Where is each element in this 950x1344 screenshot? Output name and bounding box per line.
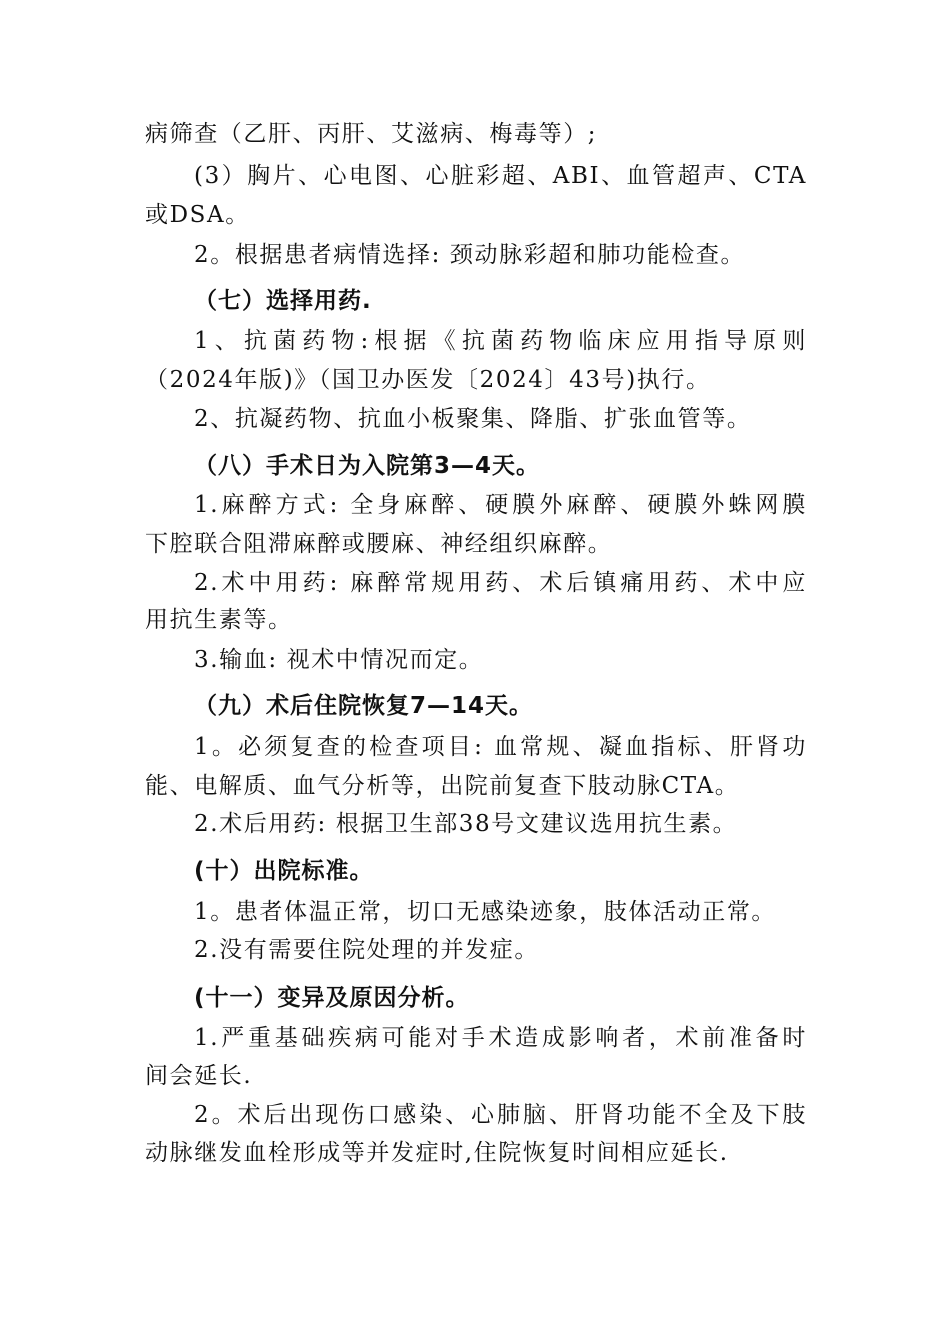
text-line: （2024年版)》（国卫办医发〔2024〕43号)执行。 xyxy=(145,367,711,393)
text-line: 下腔联合阻滞麻醉或腰麻、神经组织麻醉。 xyxy=(145,531,613,557)
text-line: 能、电解质、血气分析等，出院前复查下肢动脉CTA。 xyxy=(145,773,740,799)
text-line: 2。根据患者病情选择: 颈动脉彩超和肺功能检查。 xyxy=(194,242,746,268)
text-line: 用抗生素等。 xyxy=(145,607,293,633)
text-line: 1、抗菌药物:根据《抗菌药物临床应用指导原则 xyxy=(194,328,807,354)
text-line: 2、抗凝药物、抗血小板聚集、降脂、扩张血管等。 xyxy=(194,406,752,432)
text-line: 1。患者体温正常，切口无感染迹象，肢体活动正常。 xyxy=(194,899,777,925)
text-line: 或DSA。 xyxy=(145,202,250,228)
text-line: 2。术后出现伤口感染、心肺脑、肝肾功能不全及下肢 xyxy=(194,1102,807,1128)
section-heading: (十一）变异及原因分析。 xyxy=(194,985,470,1011)
text-line: 病筛查（乙肝、丙肝、艾滋病、梅毒等）; xyxy=(145,121,598,147)
section-heading: (十）出院标准。 xyxy=(194,858,374,884)
text-line: 2.术中用药: 麻醉常规用药、术后镇痛用药、术中应 xyxy=(194,570,807,596)
section-heading: （七）选择用药. xyxy=(194,288,372,314)
text-line: 1.麻醉方式: 全身麻醉、硬膜外麻醉、硬膜外蛛网膜 xyxy=(194,492,807,518)
text-line: 1.严重基础疾病可能对手术造成影响者，术前准备时 xyxy=(194,1025,807,1051)
text-line: (3）胸片、心电图、心脏彩超、ABI、血管超声、CTA xyxy=(194,163,807,189)
text-line: 3.输血: 视术中情况而定。 xyxy=(194,647,484,673)
text-line: 1。必须复查的检查项目: 血常规、凝血指标、肝肾功 xyxy=(194,734,807,760)
text-line: 动脉继发血栓形成等并发症时,住院恢复时间相应延长. xyxy=(145,1140,729,1166)
section-heading: （九）术后住院恢复7—14天。 xyxy=(194,693,534,719)
text-line: 2.术后用药: 根据卫生部38号文建议选用抗生素。 xyxy=(194,811,738,837)
text-line: 2.没有需要住院处理的并发症。 xyxy=(194,937,539,963)
text-line: 间会延长. xyxy=(145,1063,253,1089)
section-heading: （八）手术日为入院第3—4天。 xyxy=(194,453,541,479)
